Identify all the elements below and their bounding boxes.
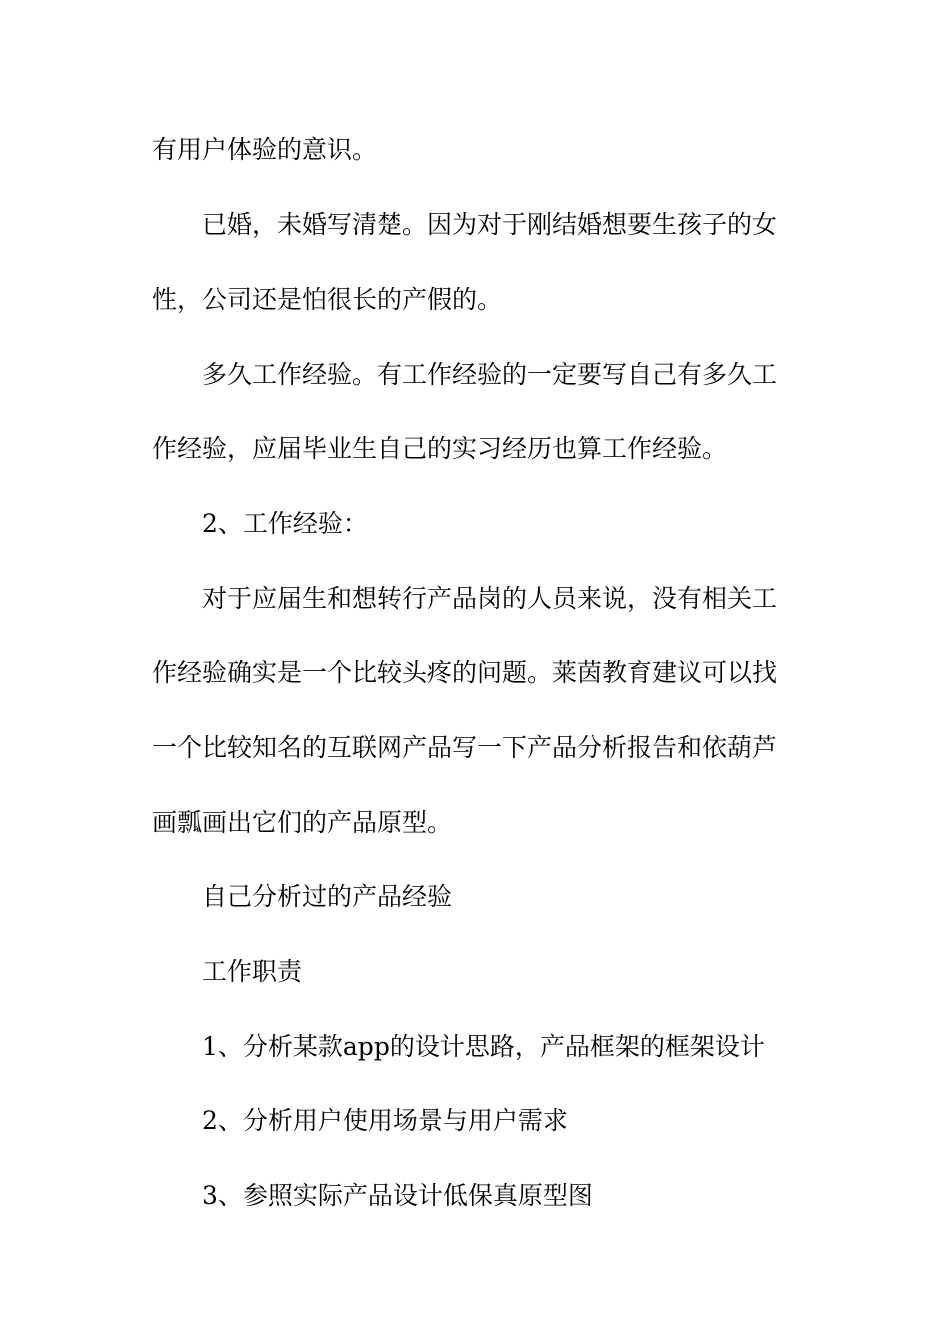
list-item: 1、分析某款app的设计思路，产品框架的框架设计 (202, 1032, 765, 1061)
text-line: 作经验，应届毕业生自己的实习经历也算工作经验。 (152, 434, 728, 463)
list-item: 2、分析用户使用场景与用户需求 (202, 1106, 568, 1135)
paragraph-line: 对于应届生和想转行产品岗的人员来说，没有相关工 (202, 584, 778, 613)
text-line: 一个比较知名的互联网产品写一下产品分析报告和依葫芦 (152, 733, 778, 762)
text-line: 作经验确实是一个比较头疼的问题。莱茵教育建议可以找 (152, 658, 778, 687)
list-item: 3、参照实际产品设计低保真原型图 (202, 1181, 593, 1210)
text-line: 画瓢画出它们的产品原型。 (152, 808, 453, 837)
text-line: 性，公司还是怕很长的产假的。 (152, 285, 503, 314)
subheading: 自己分析过的产品经验 (202, 882, 453, 911)
paragraph-line: 多久工作经验。有工作经验的一定要写自己有多久工 (202, 360, 778, 389)
subheading: 工作职责 (202, 957, 303, 986)
text-line: 有用户体验的意识。 (152, 135, 378, 164)
paragraph-line: 已婚，未婚写清楚。因为对于刚结婚想要生孩子的女 (202, 210, 778, 239)
section-heading: 2、工作经验： (202, 509, 368, 538)
